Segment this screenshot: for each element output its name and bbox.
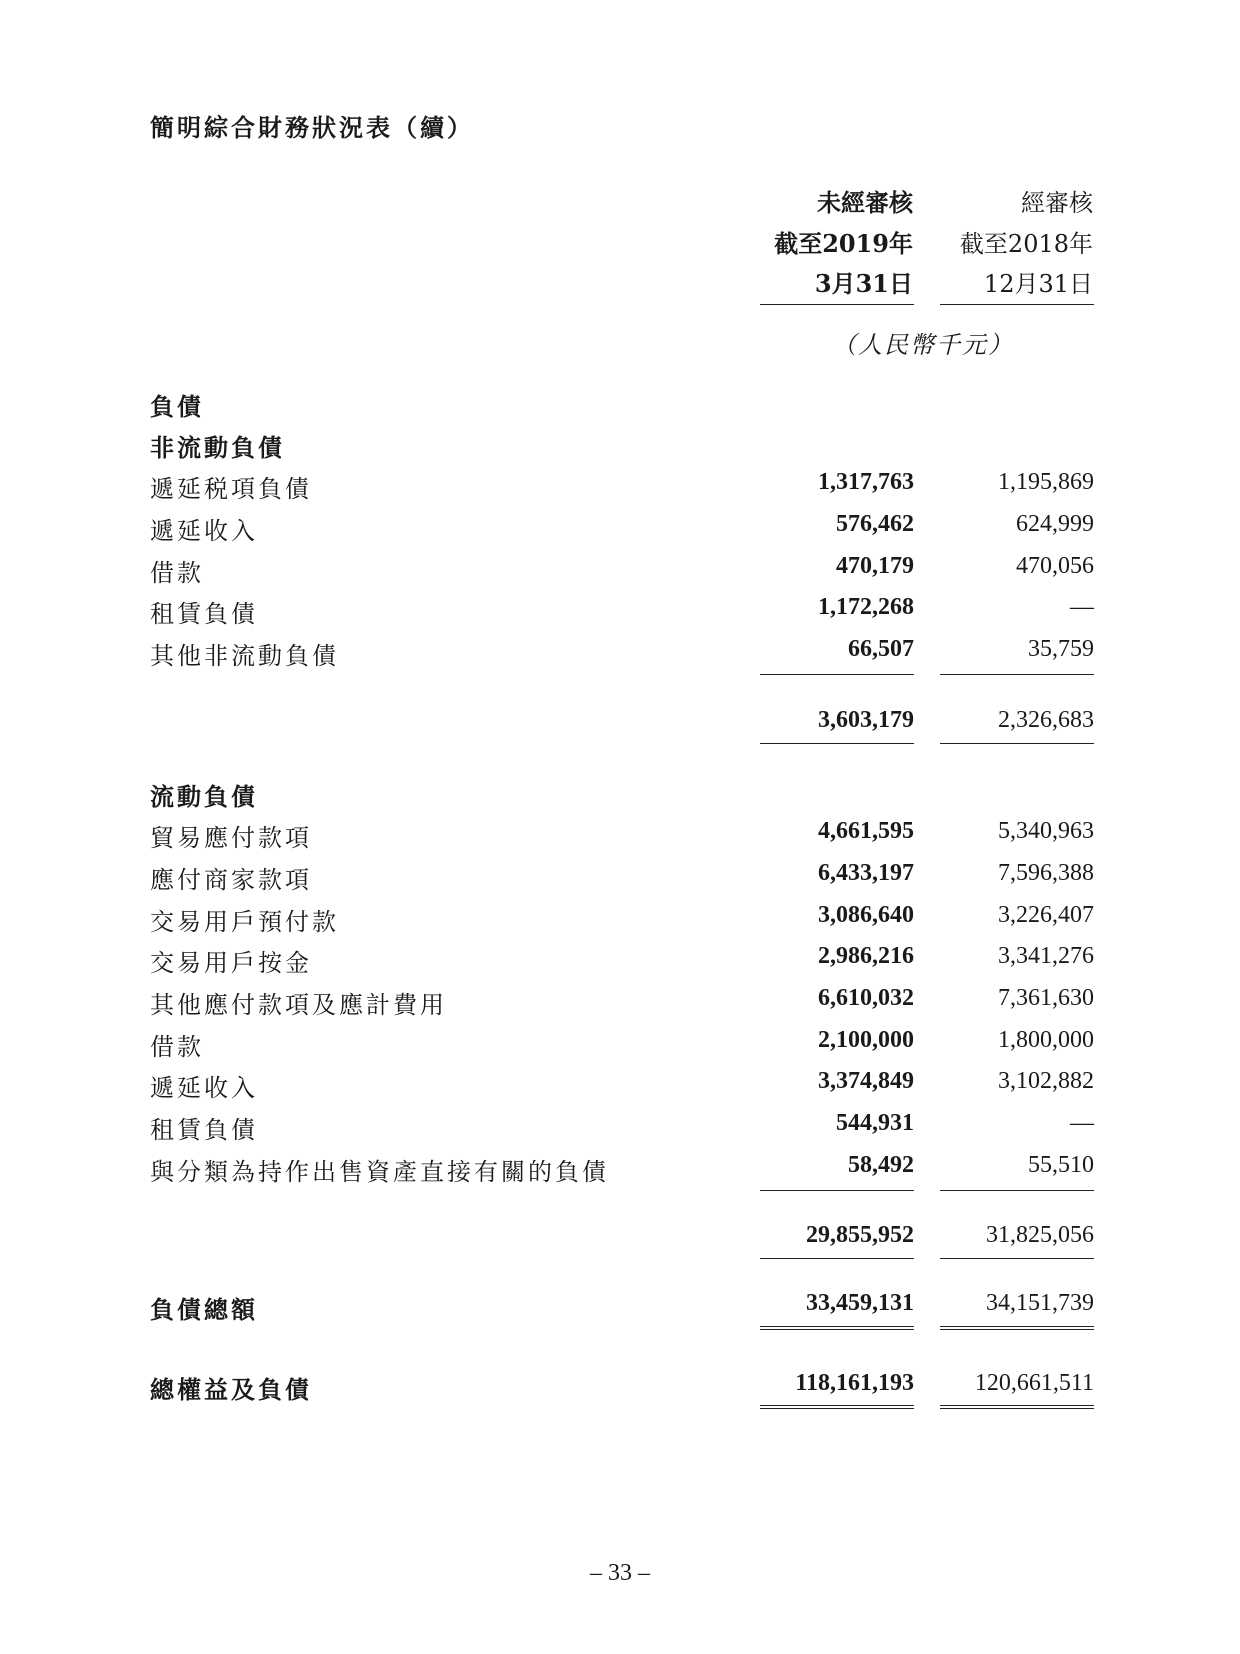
current-rule-2018 <box>940 1190 1094 1191</box>
total-equity-liabilities-label: 總權益及負債 <box>150 1376 312 1404</box>
row-label: 租賃負債 <box>150 1116 258 1144</box>
value-2019: 2,986,216 <box>818 943 914 969</box>
row-label: 應付商家款項 <box>150 866 312 894</box>
total-liabilities-2019: 33,459,131 <box>806 1290 914 1316</box>
subtotal-bottom-rule-2019 <box>760 743 914 744</box>
value-2019: 58,492 <box>848 1152 914 1178</box>
total-equity-liabilities-double-rule-2018 <box>940 1405 1094 1409</box>
col-2018-date: 12月31日 <box>983 270 1093 298</box>
value-2018: 624,999 <box>1016 511 1094 537</box>
value-2018: 35,759 <box>1028 636 1094 662</box>
row-label: 遞延收入 <box>150 517 258 545</box>
total-equity-liabilities-double-rule-2019 <box>760 1405 914 1409</box>
row-label: 交易用戶按金 <box>150 949 312 977</box>
col-2019-period: 截至2019年 <box>774 229 913 258</box>
total-equity-liabilities-2019: 118,161,193 <box>795 1370 914 1396</box>
col-2018-period: 截至2018年 <box>959 230 1093 258</box>
col-2019-date: 3月31日 <box>814 269 913 298</box>
current-total-2018: 31,825,056 <box>986 1222 1094 1248</box>
value-2018: — <box>1070 1110 1094 1136</box>
row-label: 借款 <box>150 1033 204 1061</box>
row-label: 遞延收入 <box>150 1074 258 1102</box>
section-current-liabilities: 流動負債 <box>150 783 258 811</box>
row-label: 借款 <box>150 559 204 587</box>
current-bottom-rule-2019 <box>760 1258 914 1259</box>
subtotal-bottom-rule-2018 <box>940 743 1094 744</box>
col-2019-audit-status: 未經審核 <box>817 188 913 217</box>
value-2018: 470,056 <box>1016 553 1094 579</box>
value-2018: 3,226,407 <box>998 902 1094 928</box>
row-label: 貿易應付款項 <box>150 824 312 852</box>
value-2018: 5,340,963 <box>998 818 1094 844</box>
total-liabilities-2018: 34,151,739 <box>986 1290 1094 1316</box>
value-2019: 576,462 <box>836 511 914 537</box>
section-non-current-liabilities: 非流動負債 <box>150 434 285 462</box>
value-2019: 470,179 <box>836 553 914 579</box>
non-current-total-2018: 2,326,683 <box>998 707 1094 733</box>
total-liabilities-double-rule-2019 <box>760 1326 914 1330</box>
value-2018: — <box>1070 594 1094 620</box>
col-2018-audit-status: 經審核 <box>1021 189 1093 217</box>
value-2019: 2,100,000 <box>818 1027 914 1053</box>
row-label: 其他非流動負債 <box>150 642 339 670</box>
value-2018: 1,195,869 <box>998 469 1094 495</box>
value-2019: 66,507 <box>848 636 914 662</box>
current-rule-2019 <box>760 1190 914 1191</box>
value-2019: 6,610,032 <box>818 985 914 1011</box>
value-2018: 3,341,276 <box>998 943 1094 969</box>
value-2018: 7,361,630 <box>998 985 1094 1011</box>
value-2019: 544,931 <box>836 1110 914 1136</box>
row-label: 與分類為持作出售資產直接有關的負債 <box>150 1158 609 1186</box>
value-2018: 7,596,388 <box>998 860 1094 886</box>
value-2019: 1,172,268 <box>818 594 914 620</box>
current-total-2019: 29,855,952 <box>806 1222 914 1248</box>
value-2019: 1,317,763 <box>818 469 914 495</box>
row-label: 遞延税項負債 <box>150 475 312 503</box>
header-rule-2019 <box>760 304 914 305</box>
value-2018: 1,800,000 <box>998 1027 1094 1053</box>
document-title: 簡明綜合財務狀況表（續） <box>150 114 474 142</box>
value-2019: 3,086,640 <box>818 902 914 928</box>
non-current-total-2019: 3,603,179 <box>818 707 914 733</box>
currency-unit: （人民幣千元） <box>832 331 1014 359</box>
total-liabilities-label: 負債總額 <box>150 1296 258 1324</box>
page-number: – 33 – <box>590 1560 650 1586</box>
subtotal-rule-2019 <box>760 674 914 675</box>
total-liabilities-double-rule-2018 <box>940 1326 1094 1330</box>
row-label: 其他應付款項及應計費用 <box>150 991 447 1019</box>
current-bottom-rule-2018 <box>940 1258 1094 1259</box>
total-equity-liabilities-2018: 120,661,511 <box>974 1370 1094 1396</box>
header-rule-2018 <box>940 304 1094 305</box>
value-2018: 55,510 <box>1028 1152 1094 1178</box>
subtotal-rule-2018 <box>940 674 1094 675</box>
value-2019: 6,433,197 <box>818 860 914 886</box>
row-label: 交易用戶預付款 <box>150 908 339 936</box>
value-2019: 3,374,849 <box>818 1068 914 1094</box>
section-liabilities: 負債 <box>150 393 204 421</box>
value-2019: 4,661,595 <box>818 818 914 844</box>
value-2018: 3,102,882 <box>998 1068 1094 1094</box>
row-label: 租賃負債 <box>150 600 258 628</box>
